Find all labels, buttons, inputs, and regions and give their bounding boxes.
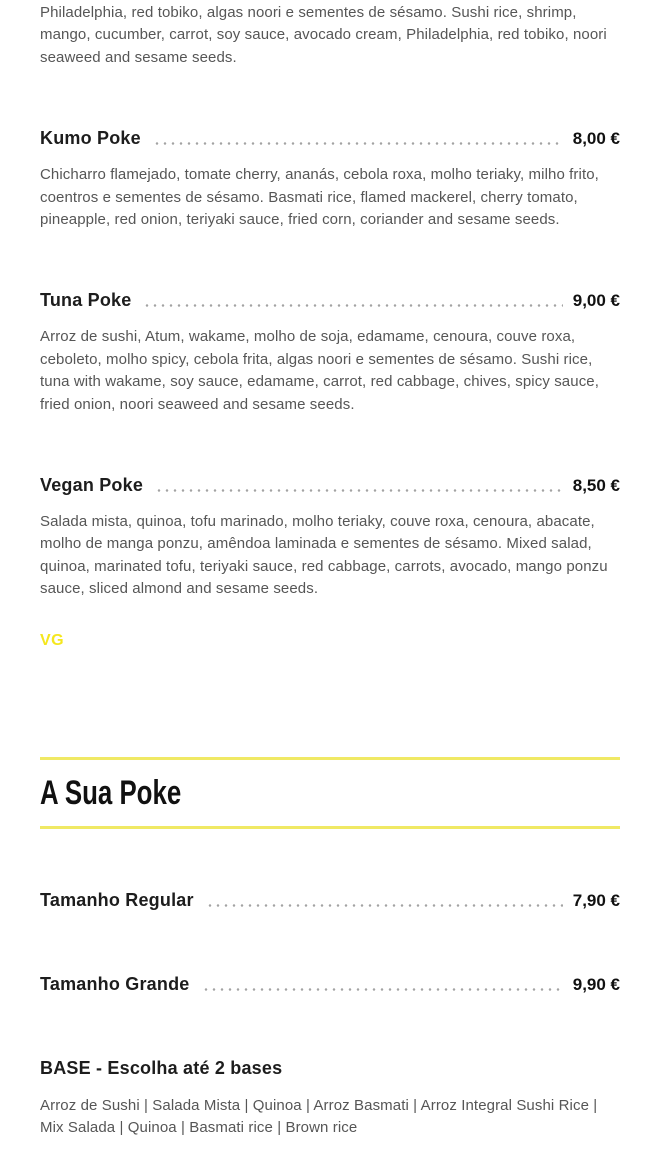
menu-item-tamanho-regular (40, 888, 620, 913)
menu-item-row (40, 288, 620, 313)
menu-item-row (40, 126, 620, 151)
intro-description: Philadelphia, red tobiko, algas noori e sementes de sésamo. Sushi rice, shrimp, mango, cucumber, carrot, soy sauce, avocado cream, Philadelphia, red tobiko, noori seaweed and sesame seeds. (40, 4, 607, 66)
menu-item-vegan-poke (40, 473, 620, 601)
menu-item-row (40, 888, 620, 913)
item-description: Arroz de sushi, Atum, wakame, molho de soja, edamame, cenoura, couve roxa, ceboleto, molho spicy, cebola frita, algas noori e sementes de sésamo. Sushi rice, tuna with wakame, soy sauce, edamame, carrot, red cabbage, chives, spicy sauce, fried onion, noori seaweed and sesame seeds. (40, 328, 600, 413)
item-description: Chicharro flamejado, tomate cherry, ananás, cebola roxa, molho teriaky, milho frito, coentros e sementes de sésamo. Basmati rice, flamed mackerel, cherry tomato, pineapple, red onion, teriyaki sauce, fried corn, coriander and sesame seeds. (40, 166, 599, 229)
item-name: Tamanho Regular (40, 889, 194, 910)
item-name: Vegan Poke (40, 475, 144, 496)
dotted-leader (202, 988, 563, 991)
item-description: Salada mista, quinoa, tofu marinado, molho teriaky, couve roxa, cenoura, abacate, molho de manga ponzu, amêndoa laminada e sementes de sésamo. Mixed salad, quinoa, marinated tofu, teriyaki sauce, red cabbage, carrots, avocado, mango ponzu sauce, sliced almond and sesame seeds. (40, 513, 608, 598)
item-price: 8,00 € (572, 129, 620, 149)
menu-item-row (40, 473, 620, 498)
item-name: Tuna Poke (40, 290, 132, 311)
base-options-section (40, 1056, 620, 1140)
item-name: Kumo Poke (40, 128, 141, 149)
section-title (40, 774, 620, 812)
menu-item-tamanho-grande (40, 972, 620, 997)
item-price: 9,00 € (572, 291, 620, 311)
dotted-leader (153, 142, 563, 145)
divider-line-bottom (40, 826, 620, 829)
menu-item-tuna-poke (40, 288, 620, 416)
menu-item-kumo-poke (40, 126, 620, 231)
item-price: 7,90 € (572, 890, 620, 910)
dotted-leader (143, 304, 562, 307)
section-header (40, 757, 620, 829)
section-title-text: A Sua Poke (40, 773, 182, 812)
dotted-leader (206, 904, 563, 907)
item-price: 9,90 € (572, 974, 620, 994)
vegan-badge: VG (40, 631, 65, 649)
item-name: Tamanho Grande (40, 973, 190, 994)
base-section-title: BASE - Escolha até 2 bases (40, 1057, 283, 1078)
base-options-list: Arroz de Sushi | Salada Mista | Quinoa | Arroz Basmati | Arroz Integral Sushi Rice | Mix Salada | Quinoa | Basmati rice | Brown rice (40, 1096, 598, 1137)
divider-line-top (40, 757, 620, 760)
menu-item-row (40, 972, 620, 997)
item-price: 8,50 € (572, 476, 620, 496)
dotted-leader (155, 489, 563, 492)
